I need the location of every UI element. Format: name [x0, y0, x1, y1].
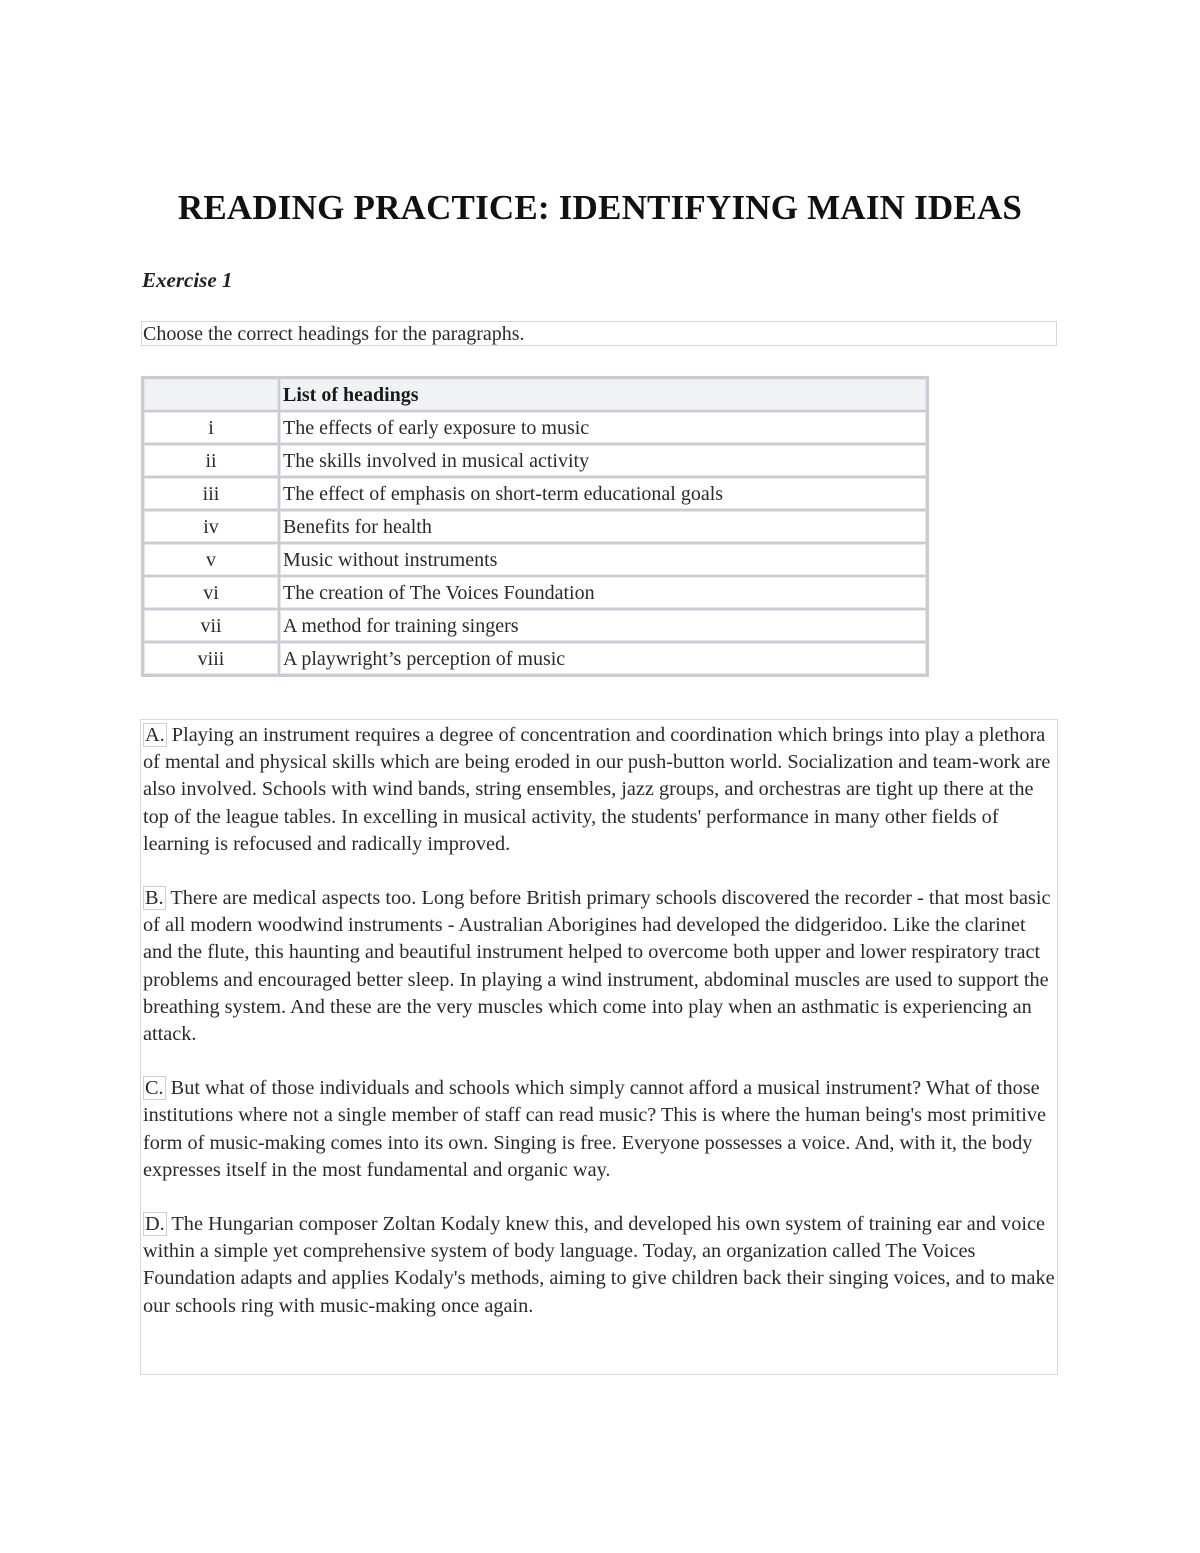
heading-number: vi — [144, 577, 278, 608]
heading-number: v — [144, 544, 278, 575]
heading-number: iii — [144, 478, 278, 509]
paragraph-a — [143, 722, 1055, 858]
paragraph-text: There are medical aspects too. Long before British primary schools discovered the recorder - that most basic of all modern woodwind instruments - Australian Aborigines had developed the didgeridoo. Like the clarinet and the flute, this haunting and beautiful instrument helped to overcome both upper and lower respiratory tract problems and encouraged better sleep. In playing a wind instrument, abdominal muscles are used to support the breathing system. And these are the very muscles which come into play when an asthmatic is experiencing an attack. — [143, 887, 1051, 1046]
heading-row — [144, 412, 926, 443]
page-title: READING PRACTICE: IDENTIFYING MAIN IDEAS — [177, 188, 1023, 227]
headings-table-header-row — [144, 379, 926, 410]
heading-text: A method for training singers — [280, 610, 926, 641]
instruction-box — [141, 321, 1057, 346]
heading-row — [144, 544, 926, 575]
paragraph-text: Playing an instrument requires a degree of concentration and coordination which brings into play a plethora of mental and physical skills which are being eroded in our push-button world. Socialization and team-work are also involved. Schools with wind bands, string ensembles, jazz groups, and orchestras are tight up there at the top of the league tables. In excelling in musical activity, the students' performance in many other fields of learning is refocused and radically improved. — [143, 724, 1051, 855]
paragraph-letter: A. — [145, 724, 165, 746]
heading-number: vii — [144, 610, 278, 641]
paragraph-letter: C. — [145, 1077, 164, 1100]
heading-row — [144, 577, 926, 608]
heading-number: iv — [144, 511, 278, 542]
heading-row — [144, 478, 926, 509]
exercise-label: Exercise 1 — [142, 268, 233, 292]
heading-text: Music without instruments — [280, 544, 926, 575]
heading-number: i — [144, 412, 278, 443]
paragraph-text: But what of those individuals and schools which simply cannot afford a musical instrument? What of those institutions where not a single member of staff can read music? This is where the human being's most primitive form of music-making comes into its own. Singing is free. Everyone possesses a voice. And, with it, the body expresses itself in the most fundamental and organic way. — [143, 1077, 1046, 1181]
heading-row — [144, 445, 926, 476]
paragraph-c — [143, 1075, 1055, 1184]
paragraph-d — [143, 1211, 1055, 1320]
header-title-cell: List of headings — [280, 379, 926, 410]
paragraph-b — [143, 885, 1055, 1048]
header-number-cell — [144, 379, 278, 410]
passage-box — [140, 719, 1058, 1375]
instruction-text: Choose the correct headings for the paragraphs. — [143, 323, 525, 345]
heading-row — [144, 511, 926, 542]
heading-text: The skills involved in musical activity — [280, 445, 926, 476]
heading-text: The creation of The Voices Foundation — [280, 577, 926, 608]
paragraph-text: The Hungarian composer Zoltan Kodaly knew this, and developed his own system of training ear and voice within a simple yet comprehensive system of body language. Today, an organization called The Voices Foundation adapts and applies Kodaly's methods, aiming to give children back their singing voices, and to make our schools ring with music-making once again. — [143, 1213, 1055, 1317]
heading-text: Benefits for health — [280, 511, 926, 542]
heading-number: viii — [144, 643, 278, 674]
paragraph-letter: D. — [145, 1213, 165, 1236]
headings-table — [141, 376, 929, 677]
heading-row — [144, 610, 926, 641]
paragraph-letter: B. — [145, 887, 164, 910]
heading-text: The effect of emphasis on short-term educational goals — [280, 478, 926, 509]
heading-text: A playwright’s perception of music — [280, 643, 926, 674]
heading-number: ii — [144, 445, 278, 476]
heading-text: The effects of early exposure to music — [280, 412, 926, 443]
heading-row — [144, 643, 926, 674]
